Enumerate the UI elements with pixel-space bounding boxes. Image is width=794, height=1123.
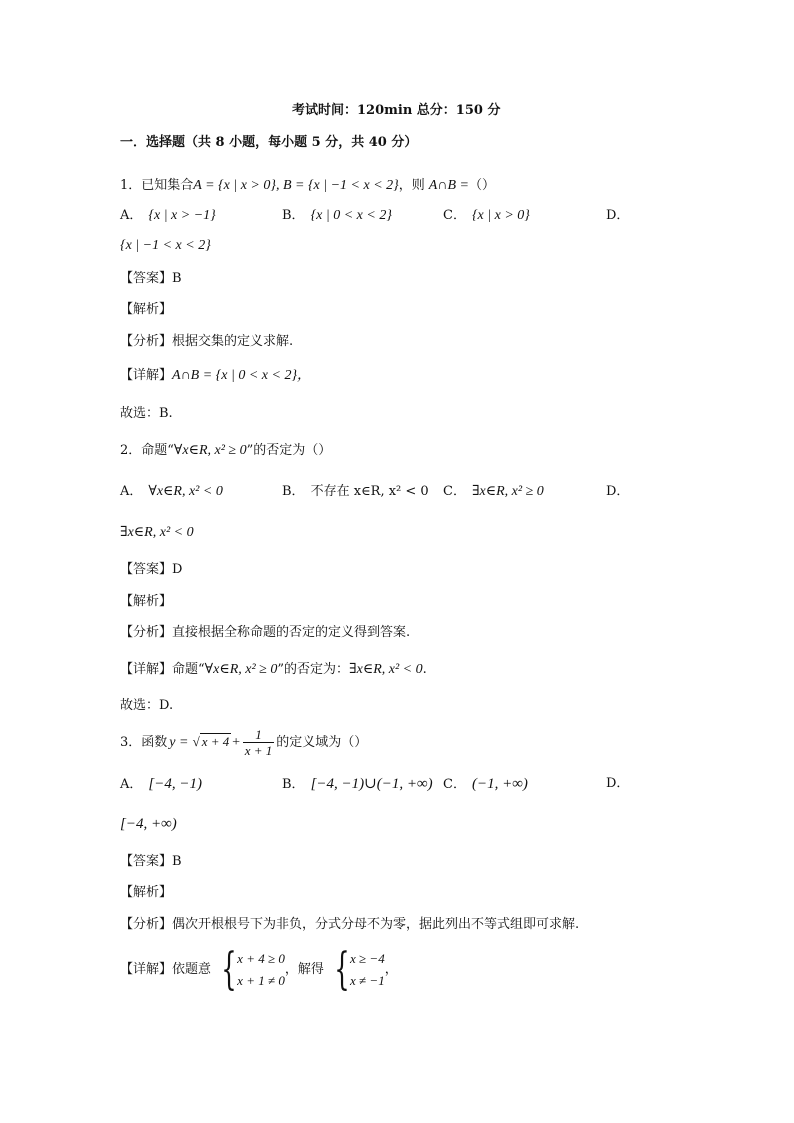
option-label: D． [606, 484, 630, 499]
system-row: x ≠ −1 [350, 972, 385, 988]
q1-option-b[interactable] [282, 206, 392, 226]
detail-math-1: ∀x∈R, x² ≥ 0 [204, 662, 278, 677]
q3-analysis-label: 【解析】 [120, 885, 173, 900]
q2-stem [120, 441, 331, 461]
q3-detail [120, 943, 398, 995]
option-label: C． [443, 208, 466, 223]
q1-stem-pre: 1．已知集合 [120, 178, 194, 193]
q2-option-d[interactable] [606, 482, 629, 502]
answer-label: 【答案】 [120, 271, 173, 286]
inequality-system-2 [328, 943, 385, 995]
q3-fraction [243, 727, 275, 758]
inequality-system-1 [215, 943, 285, 995]
q2-option-a[interactable] [120, 482, 223, 502]
system-row: x + 4 ≥ 0 [237, 950, 285, 966]
q2-conclusion: 故选：D. [120, 698, 174, 713]
detail-math: A∩B = {x | 0 < x < 2}， [172, 368, 312, 383]
option-text: [−4, −1)∪(−1, +∞) [310, 776, 433, 792]
detail-label: 【详解】 [120, 368, 173, 383]
detail-pre: 依题意 [172, 962, 212, 977]
detail-end: ， [384, 962, 398, 977]
fenxi-label: 【分析】 [120, 625, 173, 640]
option-label: C． [443, 777, 466, 792]
option-text: (−1, +∞) [471, 776, 528, 792]
q2-detail [120, 660, 427, 680]
q1-fenxi [120, 332, 293, 352]
option-text: {x | 0 < x < 2} [310, 208, 392, 223]
left-brace: { [334, 943, 350, 995]
q2-analysis-label: 【解析】 [120, 594, 173, 609]
option-label: D． [606, 776, 630, 791]
q1-option-d[interactable] [606, 206, 629, 226]
option-text: ∃x∈R, x² ≥ 0 [471, 484, 544, 499]
option-text: {x | x > 0} [471, 208, 530, 223]
detail-math-2: ∃x∈R, x² < 0 [349, 662, 423, 677]
fenxi-text: 根据交集的定义求解. [172, 334, 294, 349]
q2-stem-post: ”的否定为（） [246, 443, 332, 458]
q3-answer [120, 852, 182, 872]
q1-stem-post: ，则 [398, 178, 425, 193]
q3-sqrt: √ x + 4 [192, 734, 230, 749]
q3-stem [120, 724, 367, 761]
option-text: {x | x > −1} [148, 208, 216, 223]
q2-option-b[interactable] [282, 482, 429, 502]
fenxi-text: 偶次开根根号下为非负，分式分母不为零，据此列出不等式组即可求解. [172, 917, 580, 932]
q1-conclusion: 故选：B. [120, 406, 173, 421]
fraction-denominator: x + 1 [244, 743, 273, 758]
detail-end: . [422, 662, 427, 677]
fenxi-text: 直接根据全称命题的否定的定义得到答案. [172, 625, 411, 640]
answer-value: D [172, 562, 183, 577]
q3-option-b[interactable] [282, 774, 433, 795]
q2-stem-math: ∀x∈R, x² ≥ 0 [173, 443, 247, 458]
detail-mid: ”的否定为： [277, 662, 350, 677]
exam-header: 考试时间：120min 总分：150 分 [292, 103, 501, 118]
option-label: A． [120, 208, 143, 223]
detail-label: 【详解】 [120, 662, 173, 677]
fenxi-label: 【分析】 [120, 917, 173, 932]
q1-sets-math: A = {x | x > 0}, B = {x | −1 < x < 2} [193, 178, 399, 193]
q1-option-c[interactable] [443, 206, 530, 226]
q3-fenxi [120, 915, 579, 935]
q2-fenxi [120, 623, 410, 643]
option-label: B． [282, 777, 305, 792]
q3-stem-pre: 3．函数 [120, 735, 168, 750]
fenxi-label: 【分析】 [120, 334, 173, 349]
q3-stem-post: 的定义域为（） [276, 735, 368, 750]
q1-detail [120, 366, 311, 386]
section-title: 一．选择题（共 8 小题，每小题 5 分，共 40 分） [120, 135, 418, 150]
q3-option-d[interactable] [606, 774, 629, 794]
system-row: x + 1 ≠ 0 [237, 972, 285, 988]
left-brace: { [221, 943, 237, 995]
answer-label: 【答案】 [120, 854, 173, 869]
detail-pre: 命题“ [172, 662, 205, 677]
q2-option-c[interactable] [443, 482, 544, 502]
option-label: D． [606, 208, 630, 223]
detail-mid: ，解得 [284, 962, 324, 977]
q2-stem-pre: 2．命题“ [120, 443, 174, 458]
q3-option-a[interactable] [120, 774, 202, 795]
q3-option-c[interactable] [443, 774, 528, 795]
q1-option-d-text: {x | −1 < x < 2} [120, 238, 211, 253]
option-label: B． [282, 484, 305, 499]
fraction-numerator: 1 [243, 727, 275, 743]
q3-func-y: y = [169, 735, 189, 750]
answer-value: B [172, 271, 182, 286]
option-label: A． [120, 777, 143, 792]
detail-label: 【详解】 [120, 962, 173, 977]
option-label: B． [282, 208, 305, 223]
q1-option-a[interactable] [120, 206, 216, 226]
sqrt-argument: x + 4 [201, 734, 230, 749]
q1-analysis-label: 【解析】 [120, 302, 173, 317]
system-row: x ≥ −4 [350, 950, 385, 966]
q1-question-math: A∩B = [428, 178, 469, 193]
q2-answer [120, 560, 182, 580]
answer-value: B [172, 854, 182, 869]
q3-plus: + [231, 735, 241, 750]
option-text: ∀x∈R, x² < 0 [148, 484, 223, 499]
option-text: 不存在 x∈R, x² < 0 [310, 484, 429, 499]
q1-paren: （） [468, 178, 495, 193]
option-label: C． [443, 484, 466, 499]
q1-stem [120, 176, 495, 196]
q2-option-d-text: ∃x∈R, x² < 0 [120, 525, 194, 540]
q1-answer [120, 269, 182, 289]
option-label: A． [120, 484, 143, 499]
answer-label: 【答案】 [120, 562, 173, 577]
q3-option-d-text: [−4, +∞) [120, 816, 177, 832]
option-text: [−4, −1) [148, 776, 202, 792]
